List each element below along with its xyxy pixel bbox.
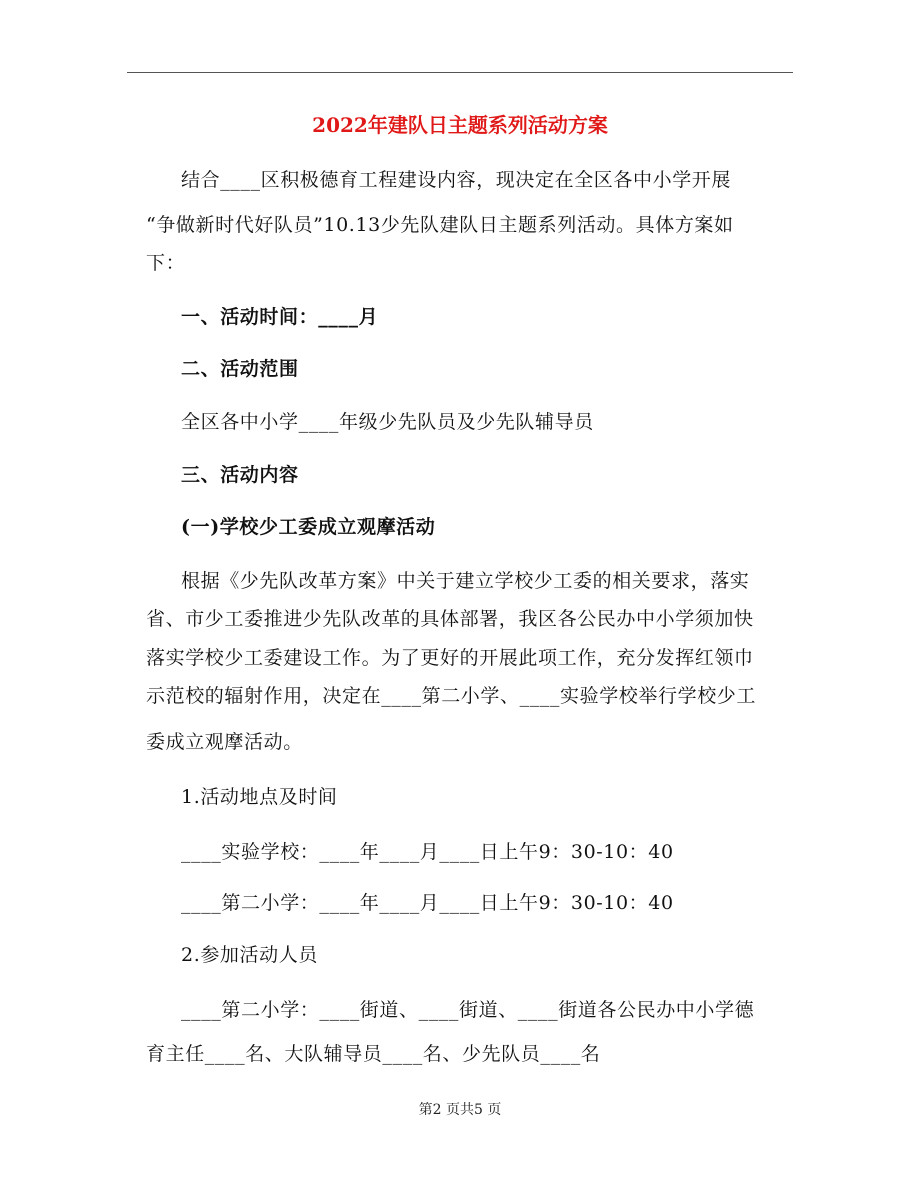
schedule-line-1: ____实验学校：____年____月____日上午9：30-10：40 [181, 841, 674, 863]
section-heading-scope: 二、活动范围 [181, 358, 299, 380]
paragraph-line-2: 省、市少工委推进少先队改革的具体部署，我区各公民办中小学须加快 [146, 608, 754, 630]
intro-line-1: 结合____区积极德育工程建设内容，现决定在全区各中小学开展 [181, 169, 732, 191]
document-title: 2022年建队日主题系列活动方案 [312, 113, 608, 137]
header-rule [127, 72, 793, 73]
paragraph-line-4: 示范校的辐射作用，决定在____第二小学、____实验学校举行学校少工 [146, 685, 757, 707]
paragraph-line-1: 根据《少先队改革方案》中关于建立学校少工委的相关要求，落实 [181, 570, 750, 592]
scope-text: 全区各中小学____年级少先队员及少先队辅导员 [181, 411, 594, 433]
paragraph-line-3: 落实学校少工委建设工作。为了更好的开展此项工作，充分发挥红领巾 [146, 647, 754, 669]
intro-line-3: 下： [146, 252, 186, 274]
section-heading-content: 三、活动内容 [181, 464, 299, 486]
subsection-heading: (一)学校少工委成立观摩活动 [181, 516, 436, 538]
section-heading-time: 一、活动时间：____月 [181, 306, 379, 328]
intro-line-2: “争做新时代好队员”10.13少先队建队日主题系列活动。具体方案如 [146, 214, 734, 236]
participants-line-1: ____第二小学：____街道、____街道、____街道各公民办中小学德 [181, 999, 755, 1021]
paragraph-line-5: 委成立观摩活动。 [146, 731, 303, 753]
schedule-line-2: ____第二小学：____年____月____日上午9：30-10：40 [181, 892, 674, 914]
item-heading-location-time: 1.活动地点及时间 [181, 786, 338, 808]
page-number-footer: 第2 页共5 页 [418, 1102, 502, 1118]
item-heading-participants: 2.参加活动人员 [181, 944, 318, 966]
participants-line-2: 育主任____名、大队辅导员____名、少先队员____名 [146, 1043, 601, 1065]
